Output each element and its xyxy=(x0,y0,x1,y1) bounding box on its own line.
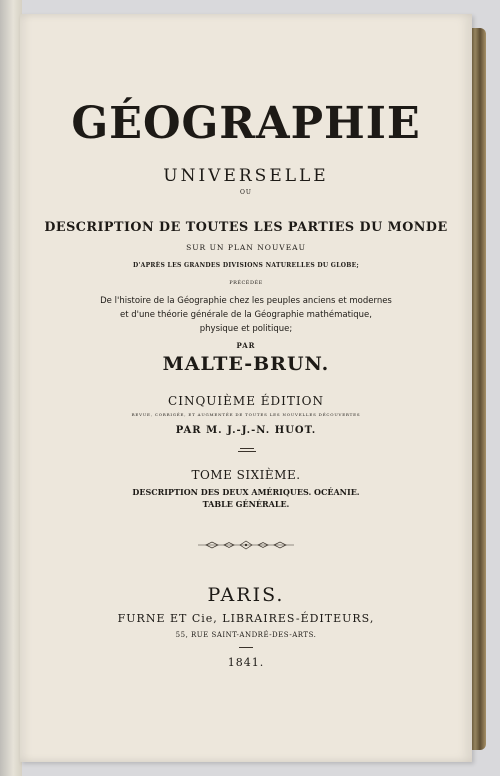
precede-line: PRÉCÉDÉE xyxy=(229,280,263,286)
title-page xyxy=(20,14,472,762)
description-line: DESCRIPTION DE TOUTES LES PARTIES DU MONDE xyxy=(44,220,448,235)
tome-line: TOME SIXIÈME. xyxy=(191,468,301,482)
book-subtitle: UNIVERSELLE xyxy=(163,166,329,186)
book-title: GÉOGRAPHIE xyxy=(71,98,421,149)
publication-city: PARIS. xyxy=(207,584,285,606)
publisher-address: 55, RUE SAINT-ANDRÉ-DES-ARTS. xyxy=(175,631,317,639)
revision-note: REVUE, CORRIGÉE, ET AUGMENTÉE DE TOUTES LES NOUVELLES DÉCOUVERTES xyxy=(131,412,361,417)
histoire-line: De l'histoire de la Géographie chez les peuples anciens et modernes xyxy=(100,296,392,306)
histoire-line: physique et politique; xyxy=(199,324,293,334)
plan-line: SUR UN PLAN NOUVEAU xyxy=(186,243,306,252)
book-spine-left xyxy=(0,0,22,776)
divider-rule xyxy=(239,647,253,648)
author-name: MALTE-BRUN. xyxy=(162,353,330,375)
conjunction-text: OU xyxy=(240,189,252,196)
divider-rule xyxy=(238,451,256,452)
edition-line: CINQUIÈME ÉDITION xyxy=(168,394,324,408)
volume-contents-line: DESCRIPTION DES DEUX AMÉRIQUES. OCÉANIE. xyxy=(132,487,360,497)
reviser-name: PAR M. J.-J.-N. HUOT. xyxy=(175,425,317,436)
volume-contents-line: TABLE GÉNÉRALE. xyxy=(202,499,290,509)
divider-rule xyxy=(240,448,254,449)
divisions-line: D'APRÈS LES GRANDES DIVISIONS NATURELLES DU GLOBE; xyxy=(132,262,360,269)
publication-year: 1841. xyxy=(227,656,265,669)
histoire-line: et d'une théorie générale de la Géographie mathématique, xyxy=(119,310,372,320)
par-text: PAR xyxy=(236,341,256,350)
publisher-name: FURNE ET Cie, LIBRAIRES-ÉDITEURS, xyxy=(117,612,375,625)
ornament-divider-icon xyxy=(196,540,296,550)
